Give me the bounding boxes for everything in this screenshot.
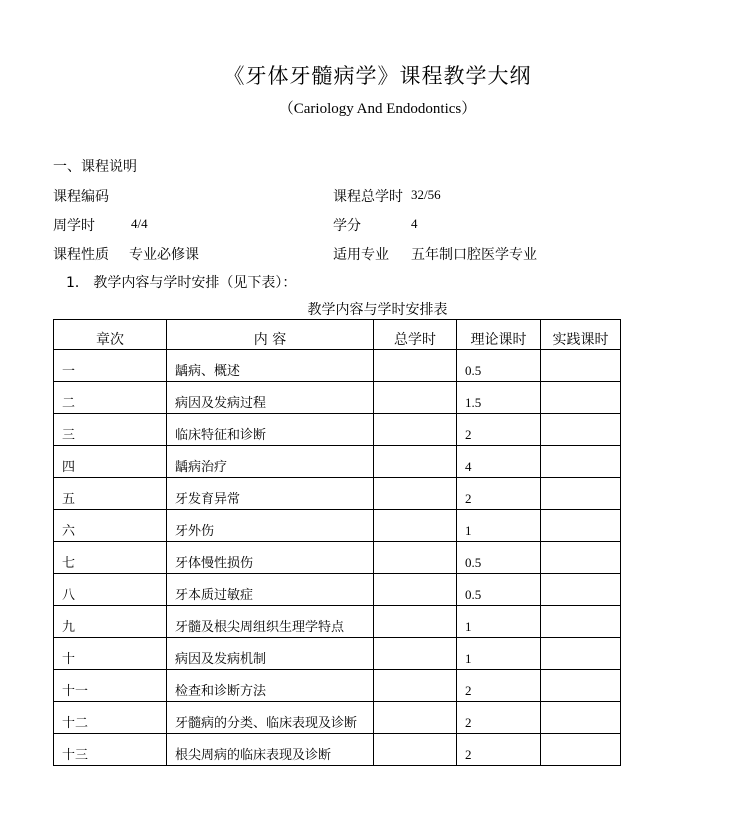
cell-practice-hours — [541, 638, 621, 670]
course-nature-value: 专业必修课 — [129, 247, 199, 263]
cell-total-hours — [374, 382, 457, 414]
cell-practice-hours — [541, 350, 621, 382]
cell-practice-hours — [541, 702, 621, 734]
cell-total-hours — [374, 414, 457, 446]
cell-content: 牙外伤 — [167, 510, 374, 542]
cell-theory-hours: 1 — [457, 606, 541, 638]
cell-total-hours — [374, 574, 457, 606]
header-total-hours: 总学时 — [374, 320, 457, 350]
cell-theory-hours: 2 — [457, 414, 541, 446]
cell-content: 牙本质过敏症 — [167, 574, 374, 606]
weekly-hours-value: 4/4 — [131, 216, 148, 231]
table-caption: 教学内容与学时安排表 — [307, 302, 448, 318]
table-row — [54, 670, 621, 702]
cell-theory-hours: 0.5 — [457, 574, 541, 606]
applicable-major-label: 适用专业 — [333, 247, 389, 263]
header-theory-hours: 理论课时 — [457, 320, 541, 350]
cell-chapter: 六 — [54, 510, 167, 542]
cell-chapter: 十一 — [54, 670, 167, 702]
table-row — [54, 542, 621, 574]
cell-practice-hours — [541, 382, 621, 414]
cell-chapter: 八 — [54, 574, 167, 606]
cell-chapter: 二 — [54, 382, 167, 414]
cell-theory-hours: 1 — [457, 510, 541, 542]
cell-practice-hours — [541, 510, 621, 542]
cell-chapter: 三 — [54, 414, 167, 446]
total-hours-value: 32/56 — [411, 187, 441, 202]
cell-total-hours — [374, 638, 457, 670]
cell-content: 病因及发病过程 — [167, 382, 374, 414]
cell-chapter: 十三 — [54, 734, 167, 766]
cell-chapter: 九 — [54, 606, 167, 638]
cell-theory-hours: 2 — [457, 478, 541, 510]
course-nature-label: 课程性质 — [53, 247, 109, 263]
credits-value: 4 — [411, 216, 418, 231]
applicable-major-value: 五年制口腔医学专业 — [411, 247, 537, 263]
table-row — [54, 510, 621, 542]
cell-theory-hours: 0.5 — [457, 350, 541, 382]
cell-theory-hours: 0.5 — [457, 542, 541, 574]
cell-practice-hours — [541, 446, 621, 478]
cell-practice-hours — [541, 734, 621, 766]
cell-total-hours — [374, 446, 457, 478]
cell-content: 龋病治疗 — [167, 446, 374, 478]
cell-practice-hours — [541, 670, 621, 702]
cell-practice-hours — [541, 574, 621, 606]
cell-content: 牙髓病的分类、临床表现及诊断 — [167, 702, 374, 734]
cell-content: 根尖周病的临床表现及诊断 — [167, 734, 374, 766]
table-body — [54, 350, 621, 766]
header-content: 内 容 — [167, 320, 374, 350]
document-subtitle: （Cariology And Endodontics） — [278, 101, 477, 117]
table-row — [54, 702, 621, 734]
weekly-hours-label: 周学时 — [53, 218, 95, 234]
table-row — [54, 414, 621, 446]
document-title: 《牙体牙髓病学》课程教学大纲 — [223, 64, 532, 88]
cell-chapter: 四 — [54, 446, 167, 478]
cell-content: 检查和诊断方法 — [167, 670, 374, 702]
schedule-intro-item: 1． 教学内容与学时安排（见下表）： — [66, 275, 297, 291]
cell-total-hours — [374, 510, 457, 542]
cell-practice-hours — [541, 606, 621, 638]
cell-content: 病因及发病机制 — [167, 638, 374, 670]
table-row — [54, 446, 621, 478]
cell-content: 临床特征和诊断 — [167, 414, 374, 446]
header-practice-hours: 实践课时 — [541, 320, 621, 350]
cell-content: 牙髓及根尖周组织生理学特点 — [167, 606, 374, 638]
total-hours-label: 课程总学时 — [333, 189, 403, 205]
header-chapter: 章次 — [54, 320, 167, 350]
section-heading: 一、课程说明 — [53, 159, 137, 175]
cell-total-hours — [374, 670, 457, 702]
cell-theory-hours: 2 — [457, 734, 541, 766]
cell-total-hours — [374, 350, 457, 382]
table-row — [54, 638, 621, 670]
cell-theory-hours: 1 — [457, 638, 541, 670]
cell-content: 牙发育异常 — [167, 478, 374, 510]
cell-total-hours — [374, 702, 457, 734]
cell-practice-hours — [541, 542, 621, 574]
cell-chapter: 十二 — [54, 702, 167, 734]
schedule-table — [53, 319, 621, 766]
cell-practice-hours — [541, 414, 621, 446]
cell-total-hours — [374, 606, 457, 638]
table-header-row — [54, 320, 621, 350]
cell-total-hours — [374, 542, 457, 574]
cell-total-hours — [374, 734, 457, 766]
table-row — [54, 734, 621, 766]
cell-chapter: 一 — [54, 350, 167, 382]
cell-theory-hours: 1.5 — [457, 382, 541, 414]
cell-chapter: 十 — [54, 638, 167, 670]
table-row — [54, 350, 621, 382]
table-row — [54, 478, 621, 510]
cell-practice-hours — [541, 478, 621, 510]
cell-content: 牙体慢性损伤 — [167, 542, 374, 574]
cell-chapter: 五 — [54, 478, 167, 510]
table-row — [54, 606, 621, 638]
cell-theory-hours: 2 — [457, 702, 541, 734]
course-code-label: 课程编码 — [53, 189, 109, 205]
cell-chapter: 七 — [54, 542, 167, 574]
cell-content: 龋病、概述 — [167, 350, 374, 382]
table-row — [54, 382, 621, 414]
table-row — [54, 574, 621, 606]
cell-theory-hours: 4 — [457, 446, 541, 478]
cell-theory-hours: 2 — [457, 670, 541, 702]
credits-label: 学分 — [333, 218, 361, 234]
cell-total-hours — [374, 478, 457, 510]
